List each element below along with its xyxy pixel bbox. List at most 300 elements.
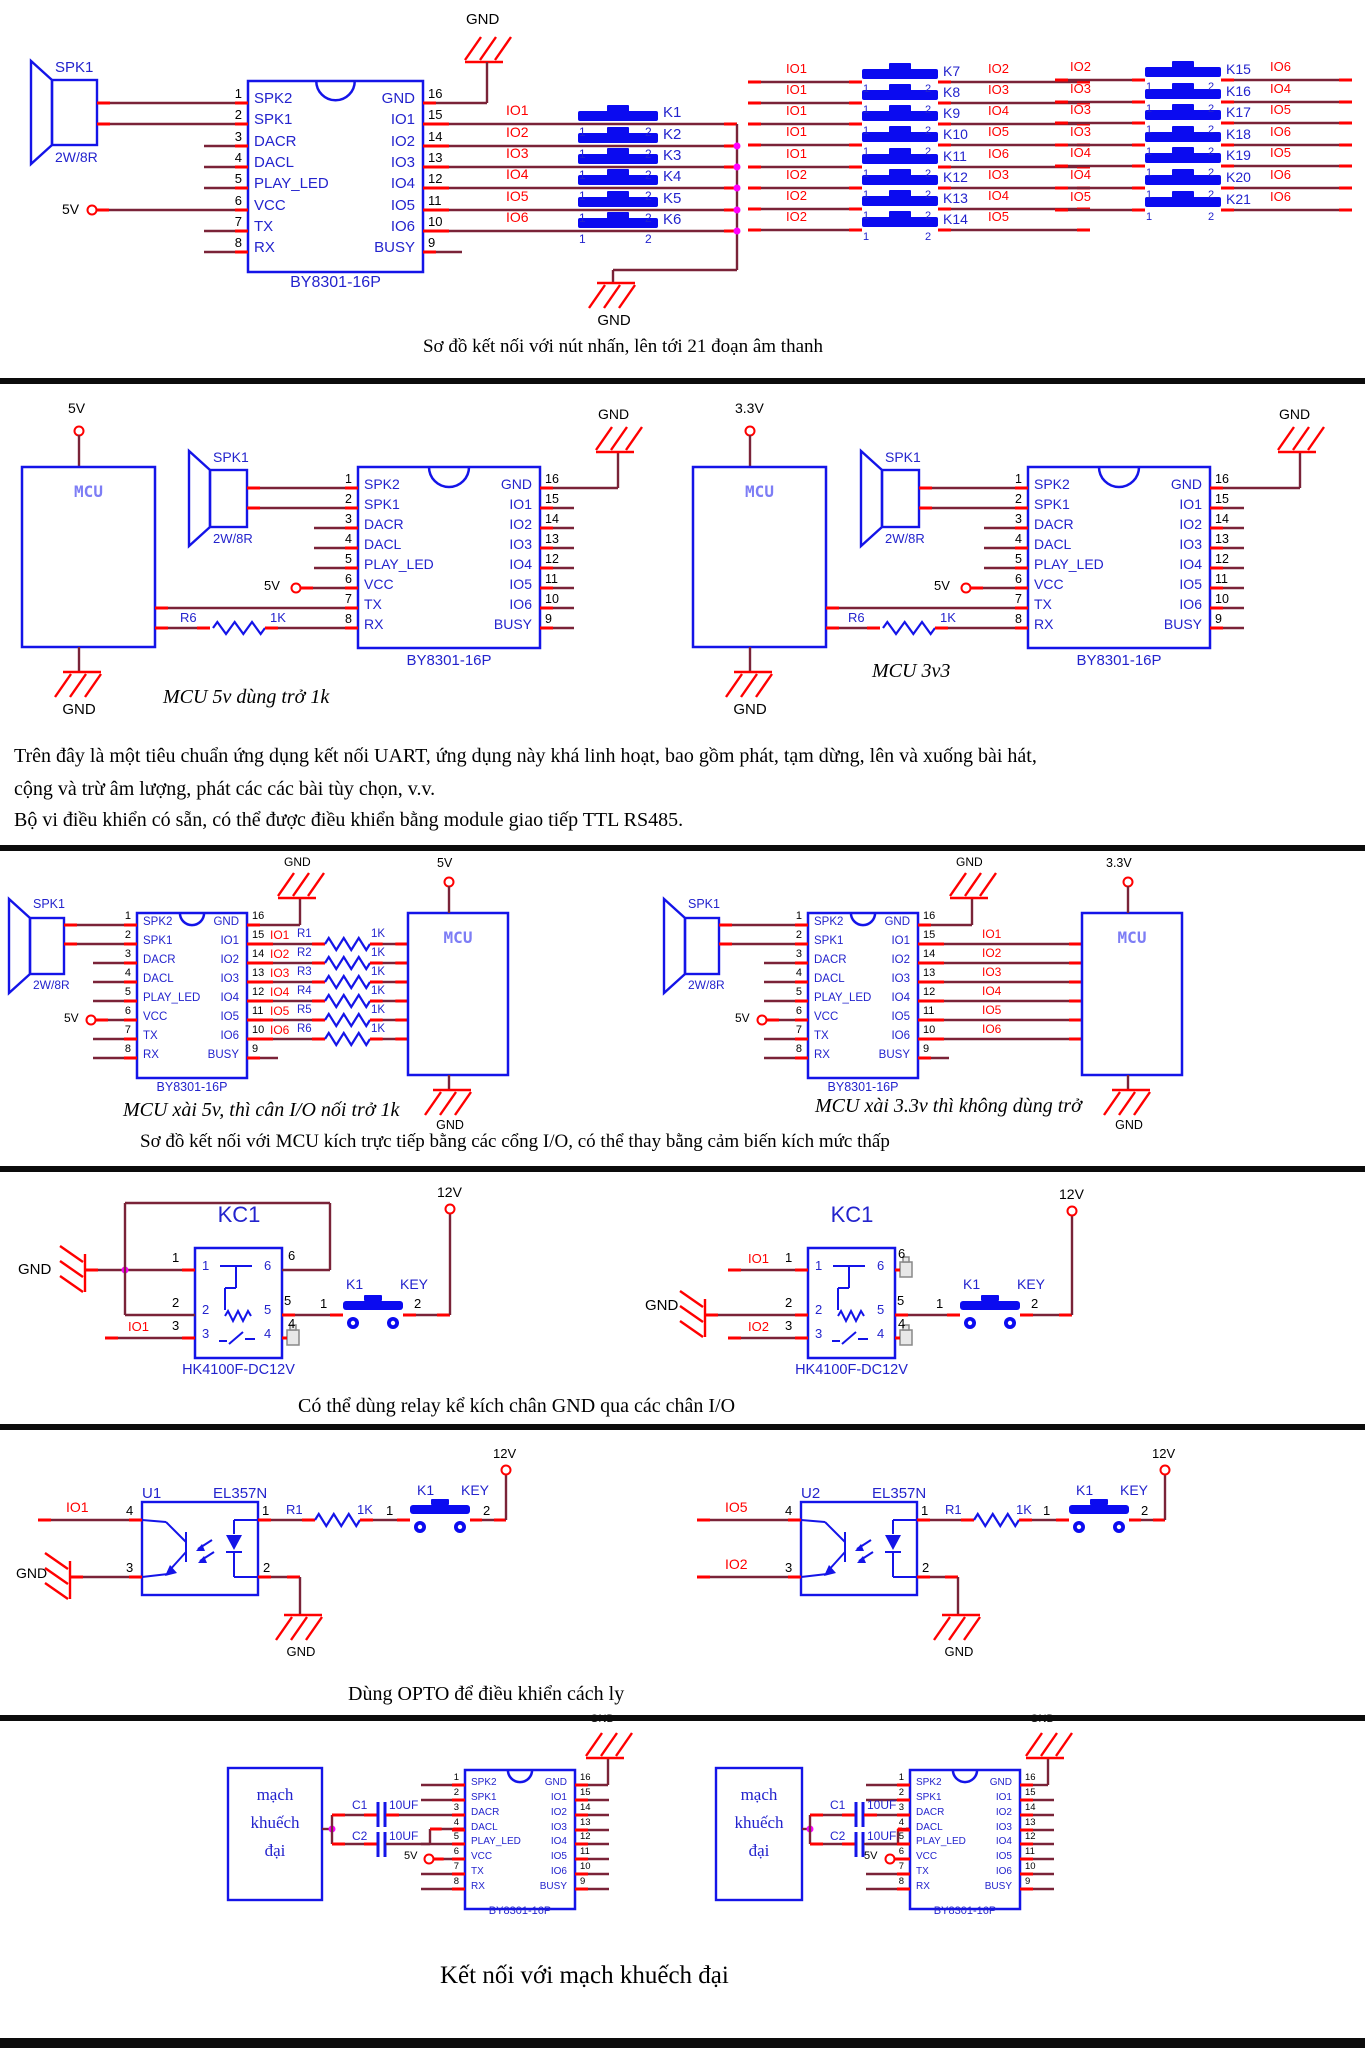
speaker-label: SPK1 <box>688 897 720 911</box>
key-label: KEY <box>1017 1276 1046 1292</box>
io-label: IO1 <box>786 124 807 139</box>
io-label: IO6 <box>270 1023 290 1037</box>
pin-name: RX <box>364 616 384 632</box>
pin-name: IO5 <box>390 197 415 214</box>
relay-pin-number: 5 <box>264 1302 272 1317</box>
pin-number: 4 <box>898 1816 904 1828</box>
button-pin-number: 1 <box>863 83 870 95</box>
amp-label: đại <box>264 1841 286 1860</box>
pin-number: 4 <box>345 531 352 546</box>
power-label: 3.3V <box>735 400 764 416</box>
pin-name: IO5 <box>220 1010 239 1023</box>
gnd-label: GND <box>645 1297 679 1314</box>
io-label: IO4 <box>270 985 290 999</box>
resistor-label: R6 <box>180 610 197 625</box>
pin-name: DACR <box>254 133 297 150</box>
key-label: K13 <box>943 190 968 206</box>
button-pin-number: 1 <box>863 104 870 116</box>
pin-name: BUSY <box>878 1048 910 1061</box>
button-pin-number: 2 <box>645 232 652 246</box>
resistor-label: R2 <box>297 947 312 959</box>
key-label: K4 <box>663 168 682 185</box>
pin-name: GND <box>500 476 532 492</box>
section6-caption: Kết nối với mạch khuếch đại <box>440 1962 729 1989</box>
relay-part: HK4100F-DC12V <box>795 1362 908 1378</box>
pin-number: 3 <box>785 1318 793 1333</box>
pin-name: IO5 <box>891 1010 910 1023</box>
button-pin-number: 1 <box>320 1296 328 1311</box>
io-label: IO5 <box>1070 189 1091 204</box>
pin-name: GND <box>381 90 415 107</box>
pin-name: IO1 <box>550 1792 567 1803</box>
pin-number: 7 <box>453 1860 459 1872</box>
pin-number: 12 <box>1215 551 1229 566</box>
button-pin-number: 1 <box>863 125 870 137</box>
divider <box>0 2038 1365 2048</box>
pin-number: 7 <box>795 1024 802 1036</box>
io-label: IO5 <box>725 1499 748 1515</box>
pin-name: IO5 <box>995 1851 1012 1862</box>
pin-name: DACL <box>143 972 174 985</box>
cap-label: C2 <box>830 1829 846 1843</box>
button-pin-number: 1 <box>863 146 870 158</box>
io-label: IO3 <box>988 167 1009 182</box>
pin-number: 15 <box>545 491 559 506</box>
mcu-label: MCU <box>443 928 473 947</box>
pin-number: 8 <box>453 1875 459 1887</box>
pin-number: 1 <box>124 910 131 922</box>
button-pin-number: 2 <box>925 146 932 158</box>
io-label: IO2 <box>506 124 529 140</box>
key-label: K17 <box>1226 104 1251 120</box>
io-label: IO5 <box>506 188 529 204</box>
pin-name: RX <box>916 1881 930 1892</box>
cap-value: 10UF <box>867 1829 897 1843</box>
power-label: 12V <box>1152 1446 1176 1461</box>
io-label: IO1 <box>786 82 807 97</box>
pin-number: 16 <box>428 86 443 101</box>
power-label: 5V <box>64 1011 79 1025</box>
pin-number: 3 <box>898 1801 904 1813</box>
key-label: K19 <box>1226 147 1251 163</box>
cap-label: C2 <box>352 1829 368 1843</box>
pin-number: 15 <box>428 107 443 122</box>
pin-number: 5 <box>345 551 352 566</box>
mcu-label: MCU <box>74 482 103 501</box>
key-label: K15 <box>1226 61 1251 77</box>
pin-name: DACL <box>814 972 845 985</box>
io-label: IO3 <box>982 965 1002 979</box>
io-label: IO1 <box>66 1499 89 1515</box>
key-label: K6 <box>663 211 682 228</box>
key-label: KEY <box>1120 1482 1149 1498</box>
resistor-label: R1 <box>286 1502 303 1517</box>
speaker-spec: 2W/8R <box>885 531 925 546</box>
pin-number: 11 <box>252 1005 264 1017</box>
key-label: K1 <box>1076 1482 1094 1498</box>
pin-name: BUSY <box>493 616 532 632</box>
pin-name: IO4 <box>220 991 239 1004</box>
pin-name: IO6 <box>390 218 415 235</box>
section3-caption-left: MCU xài 5v, thì cân I/O nối trở 1k <box>123 1099 400 1121</box>
pin-number: 7 <box>345 591 352 606</box>
pin-name: VCC <box>364 576 394 592</box>
divider <box>0 845 1365 851</box>
pin-name: IO1 <box>891 934 910 947</box>
pin-name: IO2 <box>1179 516 1202 532</box>
pin-number: 12 <box>923 986 936 998</box>
pin-name: DACL <box>364 536 402 552</box>
button-pin-number: 1 <box>386 1503 394 1518</box>
pin-number: 3 <box>795 948 802 960</box>
pin-number: 3 <box>172 1318 180 1333</box>
pin-name: RX <box>814 1048 830 1061</box>
pin-name: IO4 <box>1179 556 1202 572</box>
pin-number: 13 <box>923 967 936 979</box>
button-pin-number: 2 <box>1208 167 1215 179</box>
pin-name: GND <box>884 915 910 928</box>
relay-pin-number: 6 <box>264 1258 272 1273</box>
io-label: IO4 <box>1270 81 1291 96</box>
pin-name: IO2 <box>220 953 239 966</box>
button-pin-number: 2 <box>925 104 932 116</box>
pin-name: VCC <box>814 1010 839 1023</box>
io-label: IO1 <box>506 102 529 118</box>
pin-name: IO6 <box>220 1029 239 1042</box>
button-pin-number: 1 <box>579 232 586 246</box>
pin-name: DACR <box>916 1807 945 1818</box>
resistor-value: 1K <box>371 928 386 940</box>
button-pin-number: 2 <box>1208 81 1215 93</box>
paragraph-line-3: Bộ vi điều khiển có sẵn, có thể được điều khiển bằng module giao tiếp TTL RS485. <box>14 809 684 831</box>
gnd-label: GND <box>597 312 631 329</box>
io-label: IO1 <box>270 928 290 942</box>
button-pin-number: 1 <box>1043 1503 1051 1518</box>
key-label: K3 <box>663 147 682 164</box>
button-pin-number: 1 <box>579 211 586 225</box>
opto-part: EL357N <box>213 1485 268 1502</box>
divider <box>0 1166 1365 1172</box>
key-label: K16 <box>1226 83 1251 99</box>
pin-number: 1 <box>172 1250 180 1265</box>
pin-number: 3 <box>453 1801 459 1813</box>
pin-name: IO4 <box>509 556 532 572</box>
pin-number: 1 <box>345 471 352 486</box>
pin-number: 13 <box>1025 1816 1036 1828</box>
pin-number: 9 <box>428 235 436 250</box>
key-label: K14 <box>943 211 968 227</box>
gnd-label: GND <box>466 11 500 28</box>
key-label: K18 <box>1226 126 1251 142</box>
pin-name: GND <box>213 915 239 928</box>
pin-name: DACL <box>254 154 295 171</box>
amp-label: khuếch <box>250 1813 300 1832</box>
gnd-label: GND <box>1279 406 1311 422</box>
button-pin-number: 1 <box>1146 211 1153 223</box>
button-pin-number: 2 <box>1208 211 1215 223</box>
io-label: IO1 <box>748 1251 769 1266</box>
button-pin-number: 1 <box>579 147 586 161</box>
pin-name: IO4 <box>390 175 415 192</box>
pin-number: 3 <box>124 948 131 960</box>
pin-number: 5 <box>898 1830 904 1842</box>
pin-number: 4 <box>785 1503 793 1518</box>
button-pin-number: 1 <box>1146 124 1153 136</box>
io-label: IO2 <box>748 1319 769 1334</box>
pin-name: TX <box>254 218 274 235</box>
pin-name: SPK2 <box>364 476 400 492</box>
pin-number: 11 <box>1215 571 1228 586</box>
opto-ref: U1 <box>142 1485 162 1502</box>
io-label: IO2 <box>1070 59 1091 74</box>
io-label: IO4 <box>988 103 1009 118</box>
relay-pin-number: 2 <box>815 1302 823 1317</box>
pin-name: IO2 <box>390 133 415 150</box>
pin-number: 5 <box>453 1830 459 1842</box>
io-label: IO5 <box>1270 102 1291 117</box>
pin-name: VCC <box>254 197 286 214</box>
resistor-label: R5 <box>297 1004 312 1016</box>
pin-number: 1 <box>921 1503 929 1518</box>
key-label: K2 <box>663 126 682 143</box>
button-pin-number: 2 <box>483 1503 491 1518</box>
pin-name: VCC <box>1034 576 1064 592</box>
chip-title: BY8301-16P <box>488 1905 552 1917</box>
pin-name: PLAY_LED <box>143 991 201 1004</box>
gnd-label: GND <box>436 1118 464 1132</box>
pin-name: PLAY_LED <box>364 556 434 572</box>
pin-name: DACR <box>814 953 847 966</box>
pin-number: 9 <box>1025 1875 1031 1887</box>
speaker-spec: 2W/8R <box>55 149 98 165</box>
pin-number: 6 <box>124 1005 131 1017</box>
speaker-label: SPK1 <box>213 449 249 465</box>
speaker-spec: 2W/8R <box>213 531 253 546</box>
pin-number: 8 <box>1015 611 1022 626</box>
pin-name: TX <box>364 596 382 612</box>
pin-number: 4 <box>795 967 802 979</box>
section3-caption-right: MCU xài 3.3v thì không dùng trở <box>815 1095 1082 1117</box>
io-label: IO4 <box>982 984 1002 998</box>
button-pin-number: 1 <box>936 1296 944 1311</box>
pin-number: 2 <box>263 1560 271 1575</box>
pin-name: GND <box>989 1777 1012 1788</box>
key-label: KEY <box>400 1276 429 1292</box>
pin-number: 8 <box>124 1043 131 1055</box>
io-label: IO2 <box>725 1556 748 1572</box>
pin-name: IO2 <box>509 516 532 532</box>
pin-number: 13 <box>252 967 265 979</box>
pin-number: 14 <box>545 511 559 526</box>
button-pin-number: 1 <box>1146 146 1153 158</box>
power-label: 12V <box>1059 1186 1084 1202</box>
power-label: 5V <box>864 1850 878 1862</box>
cap-label: C1 <box>830 1798 846 1812</box>
power-label: 3.3V <box>1106 856 1132 870</box>
button-pin-number: 2 <box>1208 146 1215 158</box>
pin-name: DACL <box>1034 536 1072 552</box>
pin-name: IO4 <box>891 991 910 1004</box>
amp-label: khuếch <box>734 1813 784 1832</box>
pin-number: 14 <box>252 948 265 960</box>
pin-name: DACR <box>1034 516 1074 532</box>
io-label: IO4 <box>506 166 529 182</box>
relay-pin-number: 3 <box>815 1326 823 1341</box>
pin-number: 6 <box>795 1005 802 1017</box>
power-label: 5V <box>62 201 80 217</box>
chip-title: BY8301-16P <box>406 652 492 669</box>
resistor-label: R4 <box>297 985 312 997</box>
button-pin-number: 1 <box>1146 167 1153 179</box>
button-pin-number: 1 <box>863 168 870 180</box>
io-label: IO3 <box>1070 81 1091 96</box>
pin-number: 12 <box>428 171 443 186</box>
pin-number: 14 <box>1025 1801 1036 1813</box>
speaker-label: SPK1 <box>33 897 65 911</box>
pin-name: IO5 <box>550 1851 567 1862</box>
pin-number: 4 <box>453 1816 459 1828</box>
pin-number: 16 <box>1215 471 1229 486</box>
gnd-label: GND <box>18 1261 52 1278</box>
chip-title: BY8301-16P <box>827 1080 899 1094</box>
pin-name: PLAY_LED <box>814 991 872 1004</box>
key-label: K7 <box>943 63 961 79</box>
relay-pin-number: 1 <box>815 1258 823 1273</box>
pin-number: 6 <box>1015 571 1022 586</box>
key-label: K8 <box>943 84 961 100</box>
pin-name: BUSY <box>984 1881 1012 1892</box>
pin-name: VCC <box>471 1851 493 1862</box>
relay-pin-number: 5 <box>877 1302 885 1317</box>
key-label: KEY <box>461 1482 490 1498</box>
resistor-label: R1 <box>945 1502 962 1517</box>
pin-number: 5 <box>124 986 131 998</box>
pin-number: 10 <box>252 1024 265 1036</box>
button-pin-number: 2 <box>1031 1296 1039 1311</box>
power-label: 12V <box>493 1446 517 1461</box>
pin-name: GND <box>1170 476 1202 492</box>
pin-number: 10 <box>428 214 443 229</box>
pin-name: IO6 <box>1179 596 1202 612</box>
resistor-value: 1K <box>940 610 956 625</box>
pin-number: 1 <box>785 1250 793 1265</box>
pin-number: 1 <box>234 86 242 101</box>
mcu-label: MCU <box>1117 928 1147 947</box>
pin-name: DACR <box>364 516 404 532</box>
io-label: IO2 <box>786 167 807 182</box>
chip-title: BY8301-16P <box>156 1080 228 1094</box>
pin-name: IO3 <box>1179 536 1202 552</box>
pin-name: SPK1 <box>143 934 173 947</box>
pin-number: 4 <box>124 967 131 979</box>
key-label: K5 <box>663 190 682 207</box>
pin-number: 2 <box>345 491 352 506</box>
io-label: IO5 <box>988 209 1009 224</box>
relay-pin-number: 1 <box>202 1258 210 1273</box>
io-label: IO1 <box>128 1319 149 1334</box>
pin-number: 16 <box>580 1771 591 1783</box>
relay-pin-number: 2 <box>202 1302 210 1317</box>
pin-number: 7 <box>234 214 242 229</box>
power-label: 5V <box>264 578 280 593</box>
pin-number: 2 <box>898 1786 904 1798</box>
section4-caption: Có thể dùng relay kể kích chân GND qua các chân I/O <box>298 1395 736 1417</box>
relay-pin-number: 4 <box>264 1326 272 1341</box>
pin-name: SPK2 <box>143 915 173 928</box>
pin-name: SPK2 <box>254 90 293 107</box>
speaker-spec: 2W/8R <box>33 978 70 992</box>
pin-number: 14 <box>580 1801 591 1813</box>
pin-name: IO1 <box>1179 496 1202 512</box>
button-pin-number: 1 <box>1146 81 1153 93</box>
resistor-label: R3 <box>297 966 312 978</box>
resistor-value: 1K <box>371 947 386 959</box>
pin-name: TX <box>814 1029 829 1042</box>
pin-number: 14 <box>1215 511 1229 526</box>
gnd-label: GND <box>16 1565 48 1581</box>
button-pin-number: 2 <box>1141 1503 1149 1518</box>
relay-part: HK4100F-DC12V <box>182 1362 295 1378</box>
pin-number: 13 <box>1215 531 1229 546</box>
io-label: IO3 <box>988 82 1009 97</box>
pin-name: RX <box>471 1881 485 1892</box>
cap-value: 10UF <box>389 1829 419 1843</box>
pin-name: SPK1 <box>814 934 844 947</box>
chip-title: BY8301-16P <box>933 1905 997 1917</box>
io-label: IO5 <box>982 1003 1002 1017</box>
pin-name: BUSY <box>539 1881 567 1892</box>
pin-name: TX <box>1034 596 1052 612</box>
resistor-label: R6 <box>297 1023 312 1035</box>
resistor-label: R6 <box>848 610 865 625</box>
pin-name: SPK2 <box>1034 476 1070 492</box>
io-label: IO3 <box>1070 124 1091 139</box>
pin-name: SPK1 <box>364 496 400 512</box>
button-pin-number: 2 <box>925 125 932 137</box>
pin-number: 12 <box>252 986 265 998</box>
key-label: K20 <box>1226 169 1251 185</box>
button-pin-number: 1 <box>579 125 586 139</box>
pin-number: 1 <box>795 910 802 922</box>
gnd-label: GND <box>956 855 983 869</box>
button-pin-number: 2 <box>645 211 652 225</box>
pin-number: 5 <box>234 171 242 186</box>
power-label: 12V <box>437 1184 462 1200</box>
pin-name: VCC <box>916 1851 938 1862</box>
pin-name: PLAY_LED <box>471 1836 521 1847</box>
button-pin-number: 2 <box>645 147 652 161</box>
io-label: IO1 <box>982 927 1002 941</box>
pin-number: 2 <box>172 1295 180 1310</box>
pin-name: IO1 <box>509 496 532 512</box>
gnd-label: GND <box>944 1644 974 1659</box>
pin-name: IO3 <box>220 972 239 985</box>
pin-number: 14 <box>923 948 936 960</box>
pin-number: 10 <box>1025 1860 1036 1872</box>
key-label: K11 <box>943 148 967 164</box>
opto-ref: U2 <box>801 1485 821 1502</box>
pin-name: IO3 <box>550 1822 567 1833</box>
pin-name: SPK1 <box>1034 496 1070 512</box>
pin-name: GND <box>544 1777 567 1788</box>
pin-number: 2 <box>453 1786 459 1798</box>
pin-number: 15 <box>923 929 936 941</box>
amp-label: mạch <box>256 1785 294 1804</box>
pin-name: IO1 <box>995 1792 1012 1803</box>
key-label: K10 <box>943 126 968 142</box>
key-label: K9 <box>943 105 961 121</box>
cap-label: C1 <box>352 1798 368 1812</box>
